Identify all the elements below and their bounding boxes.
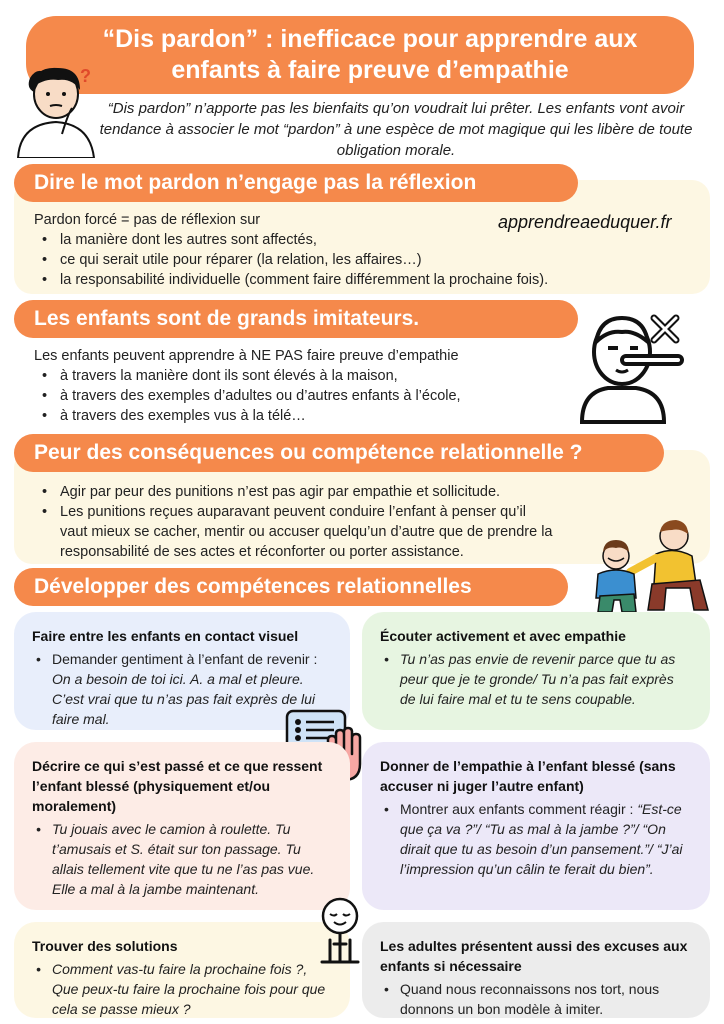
page-title: “Dis pardon” : inefficace pour apprendre aux enfants à faire preuve d’empathie (26, 16, 694, 94)
list-item: • à travers la manière dont ils sont élevés à la maison, (34, 366, 574, 386)
card-title: Écouter activement et avec empathie (380, 628, 626, 644)
list-item: • Les punitions reçues auparavant peuvent conduire l’enfant à penser qu’il vaut mieux se cacher, mentir ou accuser quelqu’un d’autre que de prendre la responsabilité de ses actes et réconforter ou porter assistance. (34, 502, 554, 562)
card-title: Faire entre les enfants en contact visuel (32, 628, 299, 644)
card-title: Trouver des solutions (32, 938, 178, 954)
card-describe (14, 742, 350, 910)
section2-heading: Les enfants sont de grands imitateurs. (14, 300, 578, 338)
list-item: • Tu jouais avec le camion à roulette. Tu t’amusais et S. était sur ton passage. Tu allais tellement vite que tu ne l’as pas vue. Elle a mal à la jambe maintenant. (32, 819, 332, 899)
list-item: • à travers des exemples vus à la télé… (34, 406, 574, 426)
card-give-empathy (362, 742, 710, 910)
section3-body (34, 482, 554, 562)
list-item: • à travers des exemples d’adultes ou d’autres enfants à l’école, (34, 386, 574, 406)
website-label: apprendreaeduquer.fr (498, 212, 672, 232)
card-title: Les adultes présentent aussi des excuses aux enfants si nécessaire (380, 938, 688, 974)
card-title: Donner de l’empathie à l’enfant blessé (sans accuser ni juger l’autre enfant) (380, 758, 676, 794)
card-item-text: Demander gentiment à l’enfant de revenir : (52, 651, 318, 667)
comforting-children-illustration (590, 518, 714, 614)
card-adults-apologize (362, 922, 710, 1018)
card-active-listening (362, 612, 710, 730)
list-item (380, 799, 692, 879)
section1-lead: Pardon forcé = pas de réflexion sur (34, 212, 261, 228)
section1-body (34, 210, 704, 290)
section2-body (34, 346, 574, 426)
card-item-text: Montrer aux enfants comment réagir : (400, 801, 638, 817)
list-item: • la manière dont les autres sont affectés, (34, 230, 704, 250)
list-item: • Tu n’as pas envie de revenir parce que tu as peur que je te gronde/ Tu n’a pas fait exprès de lui faire mal et tu te sens coupable. (380, 649, 692, 709)
list-item: • ce qui serait utile pour réparer (la relation, les affaires…) (34, 250, 704, 270)
list-item: • Quand nous reconnaissons nos tort, nous donnons un bon modèle à imiter. (380, 979, 692, 1019)
list-item: • la responsabilité individuelle (comment faire différemment la prochaine fois). (34, 270, 704, 290)
card-title: Décrire ce qui s’est passé et ce que ressent l’enfant blessé (physiquement et/ou moralement) (32, 758, 323, 814)
card-item-italic: On a besoin de toi ici. A. a mal et pleure. C’est vrai que tu n’as pas fait exprès de lui faire mal. (52, 671, 316, 727)
thinking-child-illustration (10, 62, 100, 158)
section2-lead: Les enfants peuvent apprendre à NE PAS faire preuve d’empathie (34, 348, 459, 364)
card-find-solutions (14, 922, 350, 1018)
calm-person-icon (312, 896, 368, 964)
svg-text:?: ? (80, 66, 91, 86)
liar-long-nose-icon (578, 300, 698, 424)
list-item: • Agir par peur des punitions n’est pas agir par empathie et sollicitude. (34, 482, 554, 502)
section3-heading: Peur des conséquences ou compétence relationnelle ? (14, 434, 664, 472)
intro-text: “Dis pardon” n’apporte pas les bienfaits qu’on voudrait lui prêter. Les enfants vont avoir tendance à associer le mot “pardon” à une espèce de mot magique qui les libère de toute obligation morale. (99, 100, 693, 159)
card-item-italic: “Est-ce que ça va ?”/ “Tu as mal à la jambe ?”/ “On dirait que tu as besoin d’un pansement.”/ “J’ai l’impression qu’un câlin te ferait du bien”. (400, 801, 683, 877)
section4-heading: Développer des compétences relationnelles (14, 568, 568, 606)
section1-heading: Dire le mot pardon n’engage pas la réflexion (14, 164, 578, 202)
list-item: • Comment vas-tu faire la prochaine fois ?, Que peux-tu faire la prochaine fois pour que cela se passe mieux ? (32, 959, 332, 1019)
